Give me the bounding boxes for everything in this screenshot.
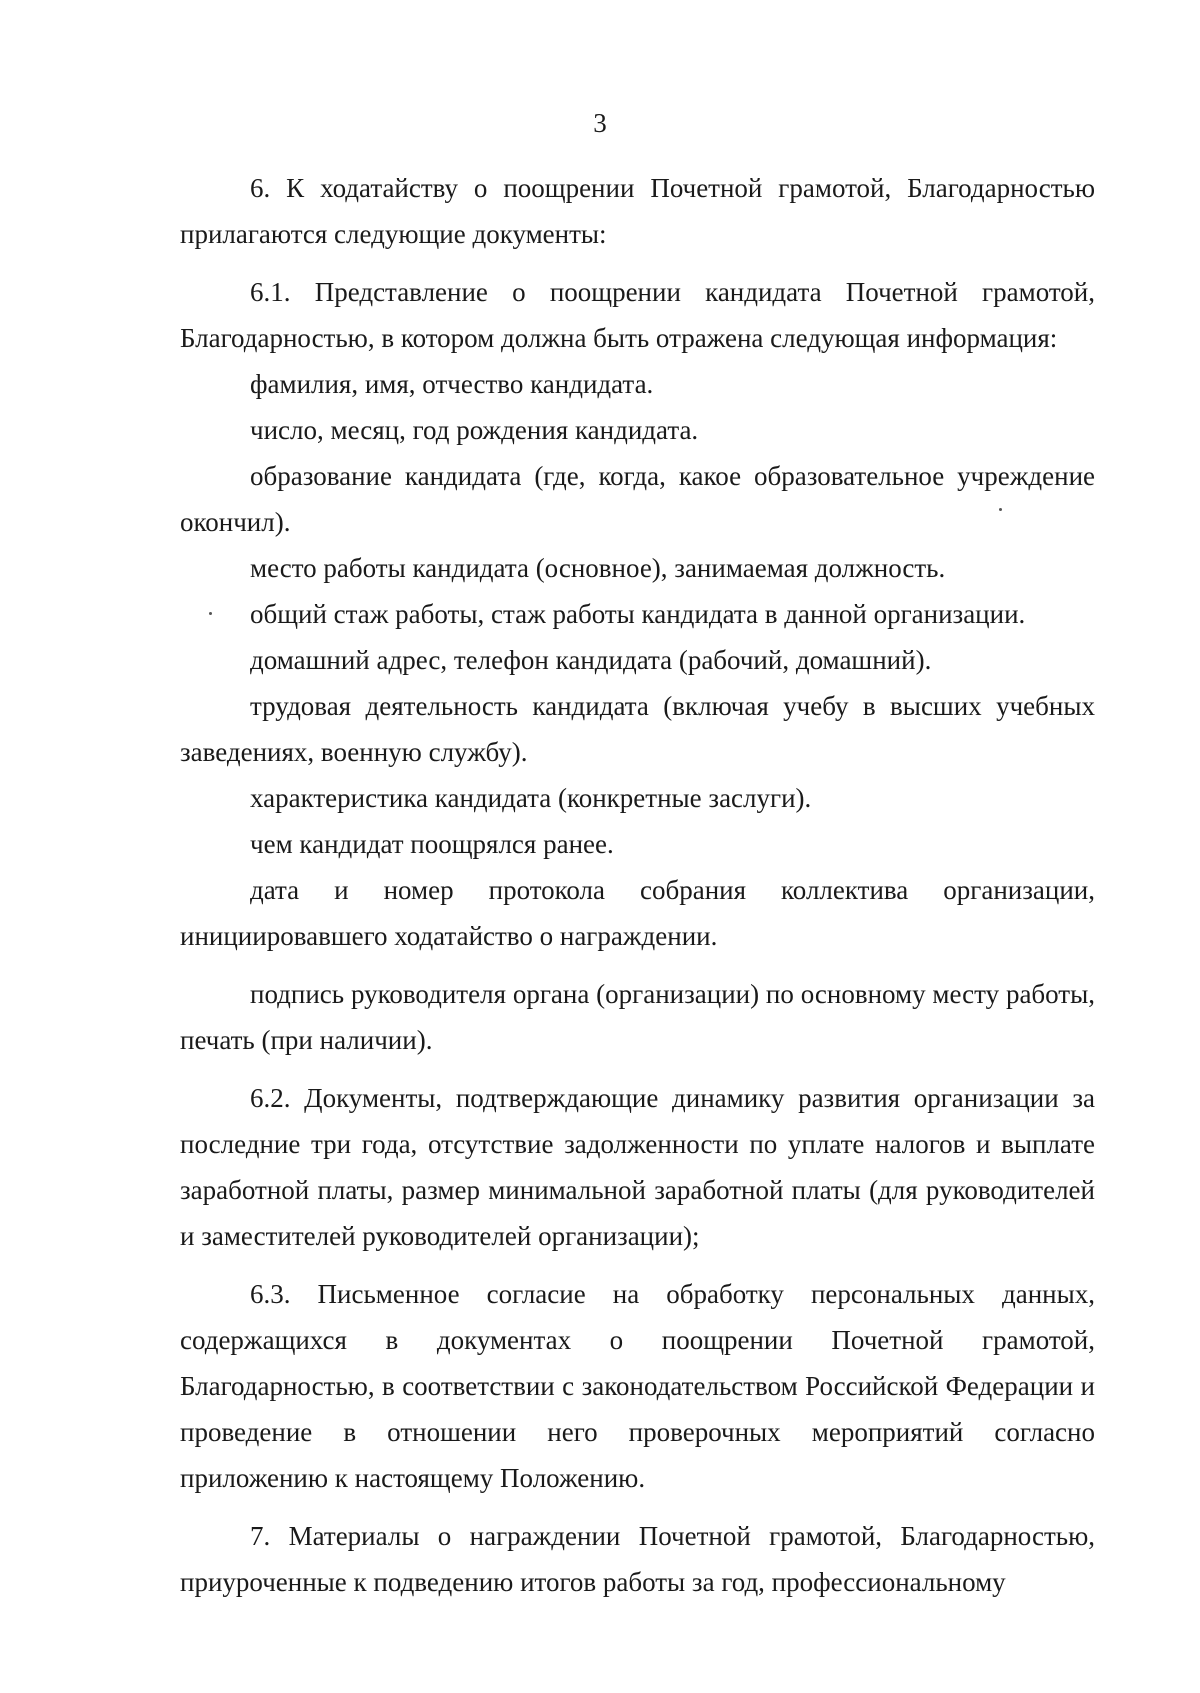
paragraph-6-2: 6.2. Документы, подтверждающие динамику развития организации за последние три года, отсутствие задолженности по уплате налогов и выплате заработной платы, размер минимальной заработной платы (для руководителей и заместителей руководителей организации); bbox=[180, 1083, 1095, 1251]
scan-speck bbox=[209, 612, 212, 615]
list-item-address-phone: домашний адрес, телефон кандидата (рабочий, домашний). bbox=[250, 645, 932, 675]
scan-speck bbox=[999, 508, 1002, 511]
list-item-education: образование кандидата (где, когда, какое образовательное учреждение окончил). bbox=[180, 461, 1095, 537]
list-item-career: трудовая деятельность кандидата (включая учебу в высших учебных заведениях, военную службу). bbox=[180, 691, 1095, 767]
list-item-work-experience: общий стаж работы, стаж работы кандидата в данной организации. bbox=[250, 599, 1026, 629]
list-item-signature: подпись руководителя органа (организации) по основному месту работы, печать (при наличии). bbox=[180, 979, 1095, 1055]
list-item-birth-date: число, месяц, год рождения кандидата. bbox=[250, 415, 699, 445]
paragraph-6-1: 6.1. Представление о поощрении кандидата Почетной грамотой, Благодарностью, в котором должна быть отражена следующая информация: bbox=[180, 277, 1095, 353]
list-item-protocol: дата и номер протокола собрания коллектива организации, инициировавшего ходатайство о награждении. bbox=[180, 875, 1095, 951]
paragraph-6-3: 6.3. Письменное согласие на обработку персональных данных, содержащихся в документах о поощрении Почетной грамотой, Благодарностью, в соответствии с законодательством Российской Федерации и проведение в отношении него проверочных мероприятий согласно приложению к настоящему Положению. bbox=[180, 1279, 1095, 1493]
paragraph-6: 6. К ходатайству о поощрении Почетной грамотой, Благодарностью прилагаются следующие документы: bbox=[180, 173, 1095, 249]
list-item-full-name: фамилия, имя, отчество кандидата. bbox=[250, 369, 654, 399]
list-item-previous-awards: чем кандидат поощрялся ранее. bbox=[250, 829, 614, 859]
paragraph-7: 7. Материалы о награждении Почетной грамотой, Благодарностью, приуроченные к подведению итогов работы за год, профессиональному bbox=[180, 1521, 1095, 1597]
page-number: 3 bbox=[593, 108, 607, 138]
list-item-characteristics: характеристика кандидата (конкретные заслуги). bbox=[250, 783, 812, 813]
list-item-workplace: место работы кандидата (основное), занимаемая должность. bbox=[250, 553, 946, 583]
document-body bbox=[180, 165, 1095, 1605]
